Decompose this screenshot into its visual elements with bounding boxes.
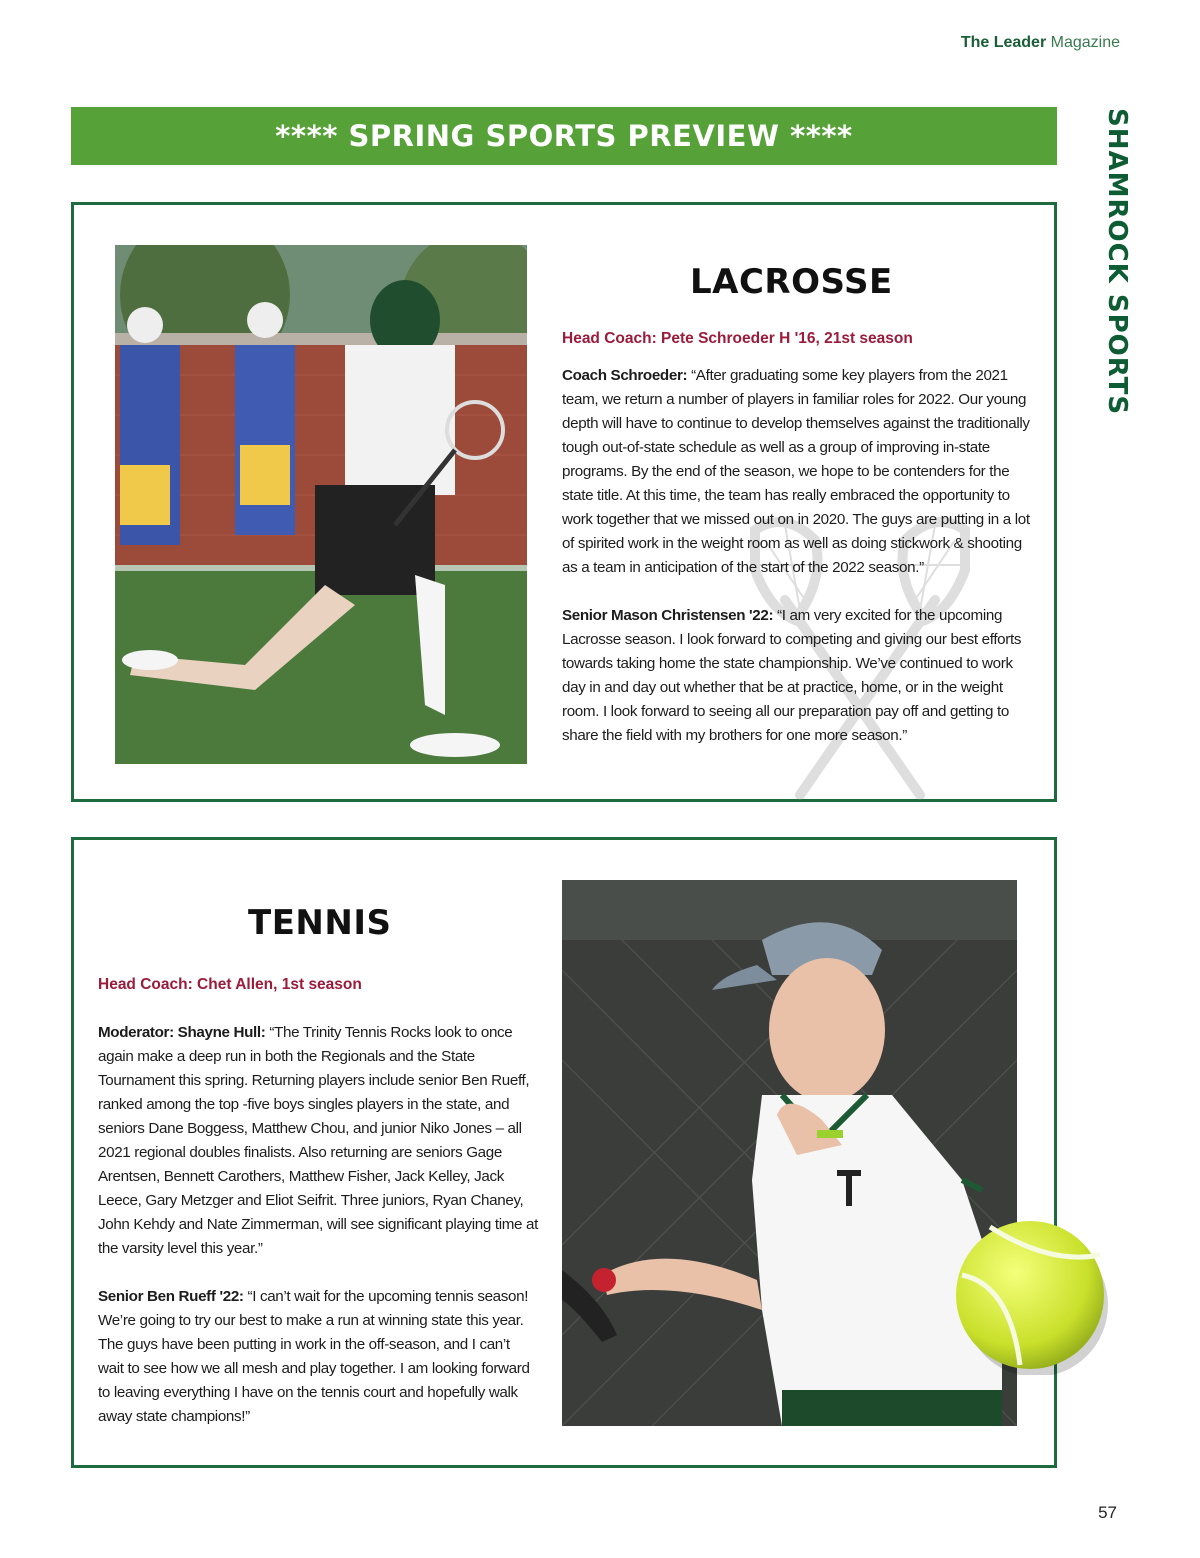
lacrosse-head-coach: Head Coach: Pete Schroeder H '16, 21st season <box>562 330 913 347</box>
quote-text: “The Trinity Tennis Rocks look to once again make a deep run in both the Regionals and the State Tournament this spring. Returning players include senior Ben Rueff, ranked among the top -five boys singles players in the state, and seniors Dane Boggess, Matthew Chou, and junior Niko Jones – all 2021 regional doubles finalists. Also returning are seniors Gage Arentsen, Bennett Carothers, Matthew Fisher, Jack Kelley, Jack Leece, Gary Metzger and Eliot Seifrit. Three juniors, Ryan Chaney, John Kehdy and Nate Zimmerman, will see significant playing time at the varsity level this year.” <box>98 1024 538 1257</box>
lacrosse-body <box>562 364 1036 772</box>
quote-speaker: Coach Schroeder: <box>562 367 688 384</box>
quote-text: “I am very excited for the upcoming Lacrosse season. I look forward to competing and giving our best efforts towards taking home the state championship. We’ve continued to work day in and day out whether that be at practice, home, or in the weight room. I look forward to seeing all our preparation pay off and getting to share the field with my brothers for one more season.” <box>562 607 1022 744</box>
masthead-brand: The Leader <box>960 34 1047 51</box>
tennis-title: TENNIS <box>248 903 392 943</box>
tennis-quote-moderator <box>98 1021 538 1261</box>
section-banner: **** SPRING SPORTS PREVIEW **** <box>71 107 1057 165</box>
tennis-ball-icon <box>950 1215 1110 1375</box>
quote-speaker: Senior Ben Rueff '22: <box>98 1288 244 1305</box>
lacrosse-quote-coach <box>562 364 1036 580</box>
masthead <box>961 34 1120 52</box>
tennis-head-coach: Head Coach: Chet Allen, 1st season <box>98 976 362 993</box>
tennis-quote-senior <box>98 1285 538 1429</box>
quote-speaker: Moderator: Shayne Hull: <box>98 1024 266 1041</box>
masthead-suffix: Magazine <box>1050 34 1120 51</box>
quote-speaker: Senior Mason Christensen '22: <box>562 607 774 624</box>
tennis-photo <box>562 880 1017 1426</box>
lacrosse-quote-senior <box>562 604 1036 748</box>
tennis-body <box>98 1021 538 1453</box>
lacrosse-photo <box>115 245 527 764</box>
quote-text: “I can’t wait for the upcoming tennis season! We’re going to try our best to make a run at winning state this year. The guys have been putting in work in the off-season, and I can’t wait to see how we all mesh and play together. I am looking forward to leaving everything I have on the tennis court and hopefully walk away state champions!” <box>98 1288 530 1425</box>
lacrosse-title: LACROSSE <box>690 262 893 302</box>
page-number: 57 <box>1098 1503 1117 1522</box>
quote-text: “After graduating some key players from the 2021 team, we return a number of players in familiar roles for 2022. Our young depth will have to continue to develop themselves against the traditionally tough out-of-state schedule as well as a group of improving in-state programs. By the end of the season, we hope to be contenders for the state title. At this time, the team has really embraced the opportunity to work together that we missed out on in 2020. The guys are putting in a lot of spirited work in the weight room as well as doing stickwork & shooting as a team in anticipation of the start of the 2022 season.” <box>562 367 1030 576</box>
side-label: SHAMROCK SPORTS <box>1102 108 1132 416</box>
